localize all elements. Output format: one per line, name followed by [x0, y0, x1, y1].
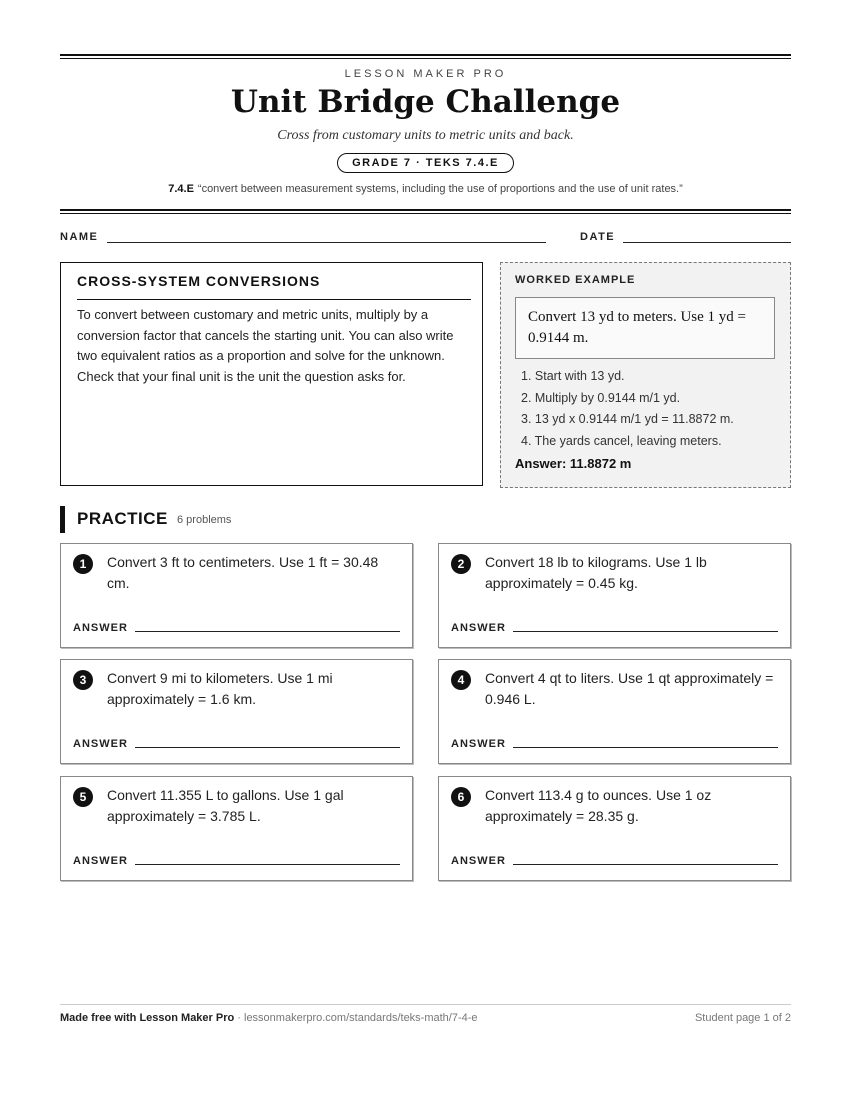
problem-number: 4	[451, 670, 471, 690]
standard-code: 7.4.E	[168, 183, 194, 195]
standard-text: “convert between measurement systems, including the use of proportions and the use of unit rates.”	[197, 183, 683, 195]
worked-example-answer: Answer: 11.8872 m	[515, 456, 632, 471]
problem-card-6	[438, 776, 791, 881]
problem-text: Convert 9 mi to kilometers. Use 1 mi approximately = 1.6 km.	[107, 670, 333, 707]
worked-example-problem: Convert 13 yd to meters. Use 1 yd = 0.9144 m.	[515, 297, 775, 359]
worked-step: 4. The yards cancel, leaving meters.	[521, 433, 722, 448]
problem-number: 5	[73, 787, 93, 807]
footer-credit	[60, 1012, 478, 1024]
footer-made-with: Made free with Lesson Maker Pro	[60, 1012, 235, 1024]
problem-number: 2	[451, 554, 471, 574]
problem-card-1	[60, 543, 413, 648]
problem-number: 3	[73, 670, 93, 690]
worksheet-title: Unit Bridge Challenge	[230, 84, 621, 120]
answer-label: ANSWER	[73, 622, 128, 634]
worked-step: 1. Start with 13 yd.	[521, 369, 625, 383]
problem-card-2	[438, 543, 791, 648]
answer-label: ANSWER	[73, 738, 128, 750]
problem-text: Convert 4 qt to liters. Use 1 qt approximately = 0.946 L.	[485, 670, 774, 707]
brand-name: LESSON MAKER PRO	[344, 68, 507, 80]
answer-field-6[interactable]	[513, 864, 778, 865]
practice-count: 6 problems	[177, 514, 232, 526]
problem-text: Convert 18 lb to kilograms. Use 1 lb approximately = 0.45 kg.	[485, 554, 707, 591]
answer-label: ANSWER	[451, 738, 506, 750]
problem-number: 1	[73, 554, 93, 574]
answer-field-5[interactable]	[135, 864, 400, 865]
name-label: NAME	[60, 231, 99, 243]
footer-url[interactable]: · lessonmakerpro.com/standards/teks-math/7-4-e	[234, 1012, 478, 1024]
grade-badge-wrap	[60, 153, 791, 173]
problem-text: Convert 3 ft to centimeters. Use 1 ft = 30.48 cm.	[107, 554, 379, 591]
answer-label: ANSWER	[73, 855, 128, 867]
answer-field-3[interactable]	[135, 747, 400, 748]
worked-example-box	[500, 262, 791, 488]
answer-label: ANSWER	[451, 855, 506, 867]
answer-label: ANSWER	[451, 622, 506, 634]
worked-step: 2. Multiply by 0.9144 m/1 yd.	[521, 390, 681, 405]
concept-body: To convert between customary and metric units, multiply by a conversion factor that cancels the starting unit. You can also write two equivalent ratios as a proportion and solve for the unknown. Check that your final unit is the unit the question asks for.	[77, 307, 454, 384]
answer-field-1[interactable]	[135, 631, 400, 632]
header-bottom-rule	[60, 209, 791, 211]
grade-badge: GRADE 7 · TEKS 7.4.E	[337, 153, 514, 173]
concept-heading: CROSS-SYSTEM CONVERSIONS	[77, 273, 321, 289]
name-field[interactable]	[107, 242, 546, 243]
problem-number: 6	[451, 787, 471, 807]
standard-statement	[60, 183, 791, 195]
problem-card-3	[60, 659, 413, 764]
worksheet-subtitle: Cross from customary units to metric units and back.	[277, 128, 574, 143]
answer-field-2[interactable]	[513, 631, 778, 632]
problem-text: Convert 113.4 g to ounces. Use 1 oz approximately = 28.35 g.	[485, 787, 712, 824]
footer-page-number: Student page 1 of 2	[694, 1012, 791, 1024]
worksheet-page	[60, 0, 791, 1100]
worked-step: 3. 13 yd x 0.9144 m/1 yd = 11.8872 m.	[521, 412, 734, 426]
answer-field-4[interactable]	[513, 747, 778, 748]
date-label: DATE	[580, 231, 616, 243]
footer-rule	[60, 1004, 791, 1005]
practice-heading: PRACTICE	[77, 509, 168, 528]
date-field[interactable]	[623, 242, 791, 243]
concept-box	[60, 262, 483, 486]
problem-card-4	[438, 659, 791, 764]
header-top-rule	[60, 54, 791, 56]
worked-example-heading: WORKED EXAMPLE	[515, 274, 636, 286]
problem-card-5	[60, 776, 413, 881]
problem-text: Convert 11.355 L to gallons. Use 1 gal approximately = 3.785 L.	[107, 787, 344, 824]
concept-heading-rule	[77, 299, 471, 300]
worked-example-steps	[515, 366, 734, 452]
practice-accent-bar	[60, 506, 65, 533]
